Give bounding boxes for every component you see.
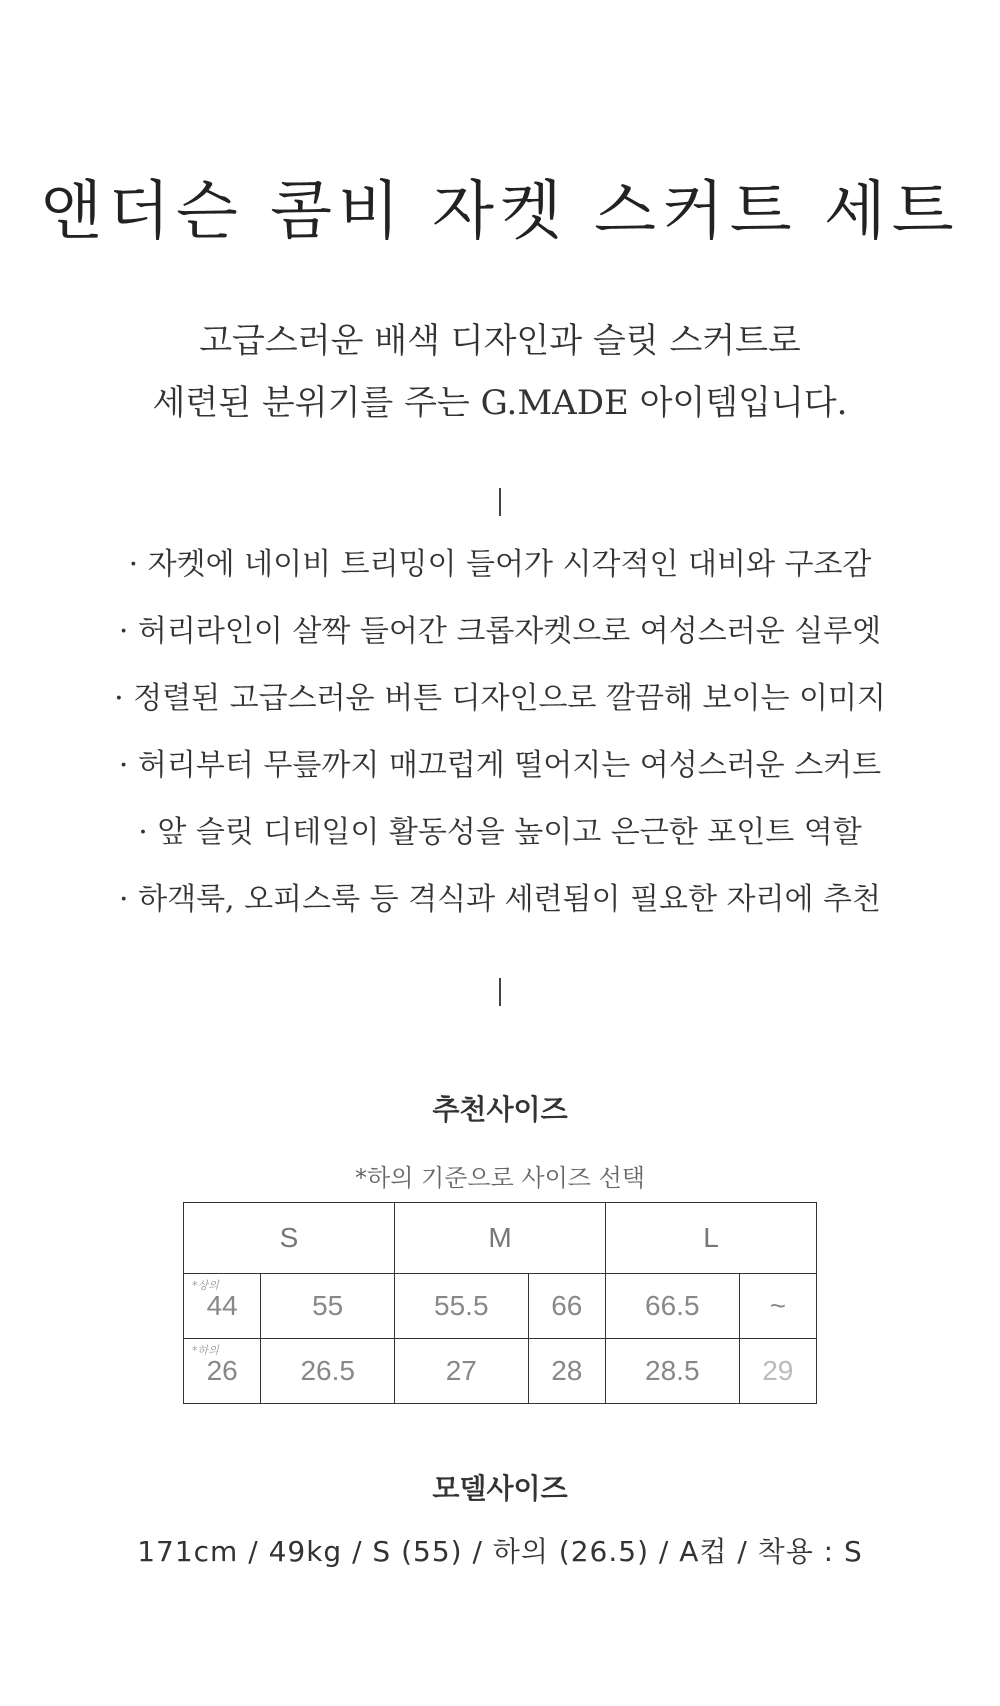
top-size-value: 66.5 [605,1274,739,1339]
top-size-value: 66 [528,1274,605,1339]
product-title: 앤더슨 콤비 자켓 스커트 세트 [40,175,960,249]
bottom-tag: *하의 [192,1344,219,1357]
feature-item: · 하객룩, 오피스룩 등 격식과 세련됨이 필요한 자리에 추천 [119,882,881,917]
size-header-m: M [394,1203,605,1274]
intro-line: 세련된 분위기를 주는 G.MADE 아이템입니다. [152,383,848,423]
bottom-size-value: 29 [739,1339,816,1404]
table-cell [184,1339,261,1404]
feature-item: · 정렬된 고급스러운 버튼 디자인으로 깔끔해 보이는 이미지 [114,681,886,716]
top-size-value: ~ [739,1274,816,1339]
intro-line: 고급스러운 배색 디자인과 슬릿 스커트로 [199,321,801,361]
size-header-row [184,1203,817,1274]
size-header-l: L [605,1203,816,1274]
feature-list [0,542,1000,944]
feature-item: · 허리라인이 살짝 들어간 크롭자켓으로 여성스러운 실루엣 [118,614,882,649]
top-size-value: 44 [206,1290,238,1321]
divider-top [499,488,501,516]
feature-item: · 자켓에 네이비 트리밍이 들어가 시각적인 대비와 구조감 [128,547,872,582]
model-size-heading: 모델사이즈 [432,1472,568,1505]
bottom-size-value: 26.5 [261,1339,395,1404]
model-size-info: 171cm / 49kg / S (55) / 하의 (26.5) / A컵 / 착용 : S [137,1535,863,1568]
top-size-value: 55 [261,1274,395,1339]
table-cell [184,1274,261,1339]
feature-item: · 앞 슬릿 디테일이 활동성을 높이고 은근한 포인트 역할 [138,815,862,850]
bottom-size-row [184,1339,817,1404]
top-tag: *상의 [192,1279,219,1292]
bottom-size-value: 28 [528,1339,605,1404]
bottom-size-value: 28.5 [605,1339,739,1404]
top-size-row [184,1274,817,1339]
intro-text [0,310,1000,434]
size-note: *하의 기준으로 사이즈 선택 [355,1164,645,1192]
recommended-size-heading: 추천사이즈 [432,1093,568,1126]
bottom-size-value: 26 [206,1355,238,1386]
bottom-size-value: 27 [394,1339,528,1404]
divider-bottom [499,978,501,1006]
feature-item: · 허리부터 무릎까지 매끄럽게 떨어지는 여성스러운 스커트 [118,748,882,783]
size-table [183,1202,817,1404]
size-header-s: S [184,1203,395,1274]
top-size-value: 55.5 [394,1274,528,1339]
